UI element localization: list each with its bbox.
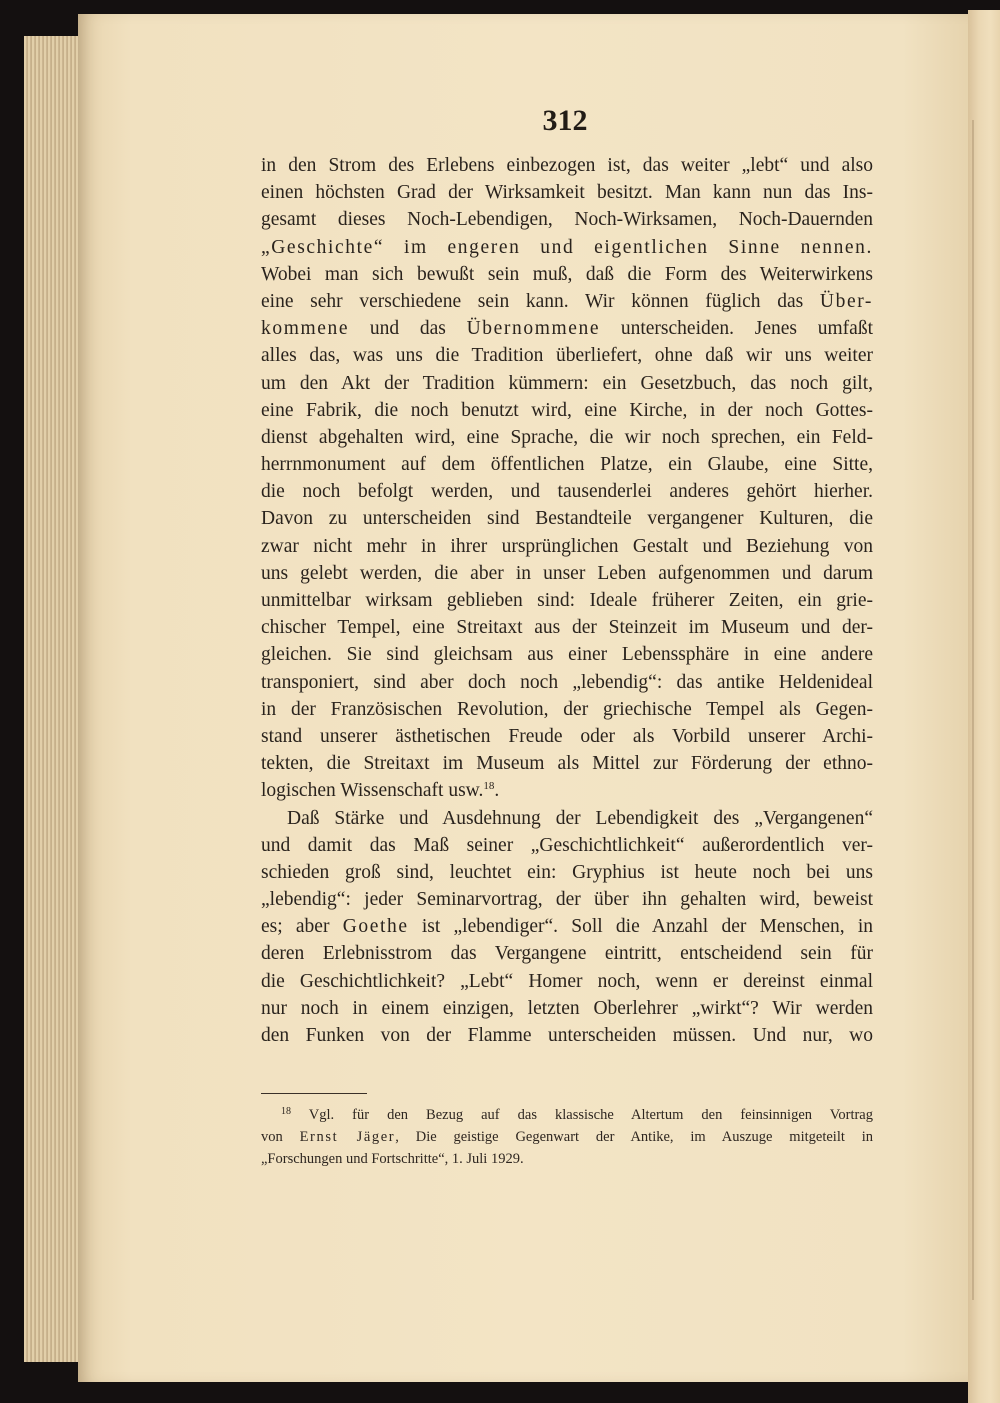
page-number: 312 <box>542 104 588 137</box>
text-segment: alles das, was uns die Tradition überliefert, ohne daß wir uns weiter <box>261 345 873 367</box>
text-line <box>261 859 873 886</box>
text-line <box>261 940 873 967</box>
text-segment: nur noch in einem einzigen, letzten Oberlehrer „wirkt“? Wir werden <box>261 997 873 1019</box>
text-segment: und das <box>349 318 467 340</box>
text-segment: 18 <box>281 1106 291 1117</box>
text-line <box>261 641 873 668</box>
text-line <box>261 179 873 206</box>
text-segment: unmittelbar wirksam geblieben sind: Ideale früherer Zeiten, ein grie- <box>261 590 873 611</box>
text-line <box>261 206 873 233</box>
text-segment: . <box>494 780 500 802</box>
text-line <box>261 342 873 369</box>
text-line <box>261 777 873 804</box>
text-segment: transponiert, sind aber doch noch „lebendig“: das antike Heldenideal <box>261 671 873 693</box>
text-line <box>261 261 873 288</box>
text-segment: stand unserer ästhetischen Freude oder als Vorbild unserer Archi- <box>261 725 873 747</box>
text-line <box>261 886 873 913</box>
text-segment: eine Fabrik, die noch benutzt wird, eine Kirche, in der noch Gottes- <box>261 399 873 421</box>
footnote-rule <box>261 1093 367 1094</box>
text-segment: logischen Wissenschaft usw. <box>261 780 484 802</box>
text-line <box>261 995 873 1022</box>
text-segment: eine sehr verschiedene sein kann. Wir können füglich das <box>261 290 820 312</box>
text-segment: Über- <box>819 290 873 312</box>
text-segment: „Geschichte“ im engeren und eigentlichen Sinne nennen. <box>261 236 873 258</box>
text-segment: „lebendig“: jeder Seminarvortrag, der über ihn gehalten wird, beweist <box>261 889 873 911</box>
text-line <box>261 696 873 723</box>
text-segment: und damit das Maß seiner „Geschichtlichkeit“ außerordentlich ver- <box>261 834 873 856</box>
text-line <box>261 397 873 424</box>
text-segment: herrnmonument auf dem öffentlichen Platze, ein Glaube, eine Sitte, <box>261 454 873 476</box>
footnote-line <box>261 1148 873 1170</box>
text-line <box>261 370 873 397</box>
text-line <box>261 1022 873 1049</box>
text-line <box>261 750 873 777</box>
gutter-line <box>972 120 974 1300</box>
text-segment: gleichen. Sie sind gleichsam aus einer Lebenssphäre in eine andere <box>261 644 873 666</box>
text-segment: es; aber <box>261 916 343 938</box>
text-line <box>261 723 873 750</box>
text-line <box>261 587 873 614</box>
text-segment: Goethe <box>342 916 409 938</box>
text-segment: schieden groß sind, leuchtet ein: Gryphius ist heute noch bei uns <box>261 861 873 883</box>
text-segment: Übernommene <box>466 318 601 340</box>
text-segment: in der Französischen Revolution, der griechische Tempel als Gegen- <box>261 698 873 720</box>
text-line <box>261 478 873 505</box>
text-segment: zwar nicht mehr in ihrer ursprünglichen Gestalt und Beziehung von <box>261 535 873 557</box>
footnote-line <box>261 1104 873 1126</box>
text-segment: Davon zu unterscheiden sind Bestandteile vergangener Kulturen, die <box>261 508 873 530</box>
text-segment: die noch befolgt werden, und tausenderlei anderes gehört hierher. <box>261 481 873 503</box>
text-line <box>261 832 873 859</box>
text-segment: in den Strom des Erlebens einbezogen ist, das weiter „lebt“ und also <box>261 155 873 176</box>
text-segment: ist „lebendiger“. Soll die Anzahl der Menschen, in <box>408 916 873 938</box>
text-line <box>261 805 873 832</box>
text-segment: chischer Tempel, eine Streitaxt aus der Steinzeit im Museum und der- <box>261 617 873 639</box>
text-segment: von <box>261 1129 300 1145</box>
body-text <box>261 152 873 1049</box>
text-segment: Daß Stärke und Ausdehnung der Lebendigkeit des „Vergangenen“ <box>287 807 873 829</box>
text-segment: „Forschungen und Fortschritte“, 1. Juli 1929. <box>261 1151 524 1167</box>
text-segment: dienst abgehalten wird, eine Sprache, die wir noch sprechen, ein Feld- <box>261 426 873 448</box>
text-segment: uns gelebt werden, die aber in unser Leben aufgenommen und darum <box>261 562 873 584</box>
text-line <box>261 505 873 532</box>
text-line <box>261 288 873 315</box>
text-segment: Vgl. für den Bezug auf das klassische Altertum den feinsinnigen Vortrag <box>291 1107 873 1123</box>
text-segment: kommene <box>261 318 350 340</box>
text-segment: Wobei man sich bewußt sein muß, daß die Form des Weiterwirkens <box>261 263 873 285</box>
text-line <box>261 451 873 478</box>
text-line <box>261 560 873 587</box>
text-line <box>261 533 873 560</box>
text-line <box>261 424 873 451</box>
text-line <box>261 968 873 995</box>
text-segment: tekten, die Streitaxt im Museum als Mittel zur Förderung der ethno- <box>261 753 873 775</box>
text-line <box>261 152 873 179</box>
text-segment: einen höchsten Grad der Wirksamkeit besitzt. Man kann nun das Ins- <box>261 182 873 204</box>
text-segment: deren Erlebnisstrom das Vergangene eintritt, entscheidend sein für <box>261 943 873 965</box>
text-segment: Ernst Jäger <box>299 1129 396 1145</box>
footnote <box>261 1104 873 1170</box>
text-segment: unterscheiden. Jenes umfaßt <box>600 318 873 340</box>
text-segment: gesamt dieses Noch-Lebendigen, Noch-Wirksamen, Noch-Dauernden <box>261 209 873 231</box>
text-segment: 18 <box>483 780 495 793</box>
text-line <box>261 913 873 940</box>
footnote-line <box>261 1126 873 1148</box>
text-line <box>261 614 873 641</box>
text-segment: den Funken von der Flamme unterscheiden müssen. Und nur, wo <box>261 1025 873 1046</box>
text-line <box>261 234 873 261</box>
text-line <box>261 315 873 342</box>
text-segment: , Die geistige Gegenwart der Antike, im Auszuge mitgeteilt in <box>395 1129 873 1145</box>
text-segment: die Geschichtlichkeit? „Lebt“ Homer noch, wenn er dereinst einmal <box>261 970 873 992</box>
text-line <box>261 669 873 696</box>
text-segment: um den Akt der Tradition kümmern: ein Gesetzbuch, das noch gilt, <box>261 372 873 394</box>
